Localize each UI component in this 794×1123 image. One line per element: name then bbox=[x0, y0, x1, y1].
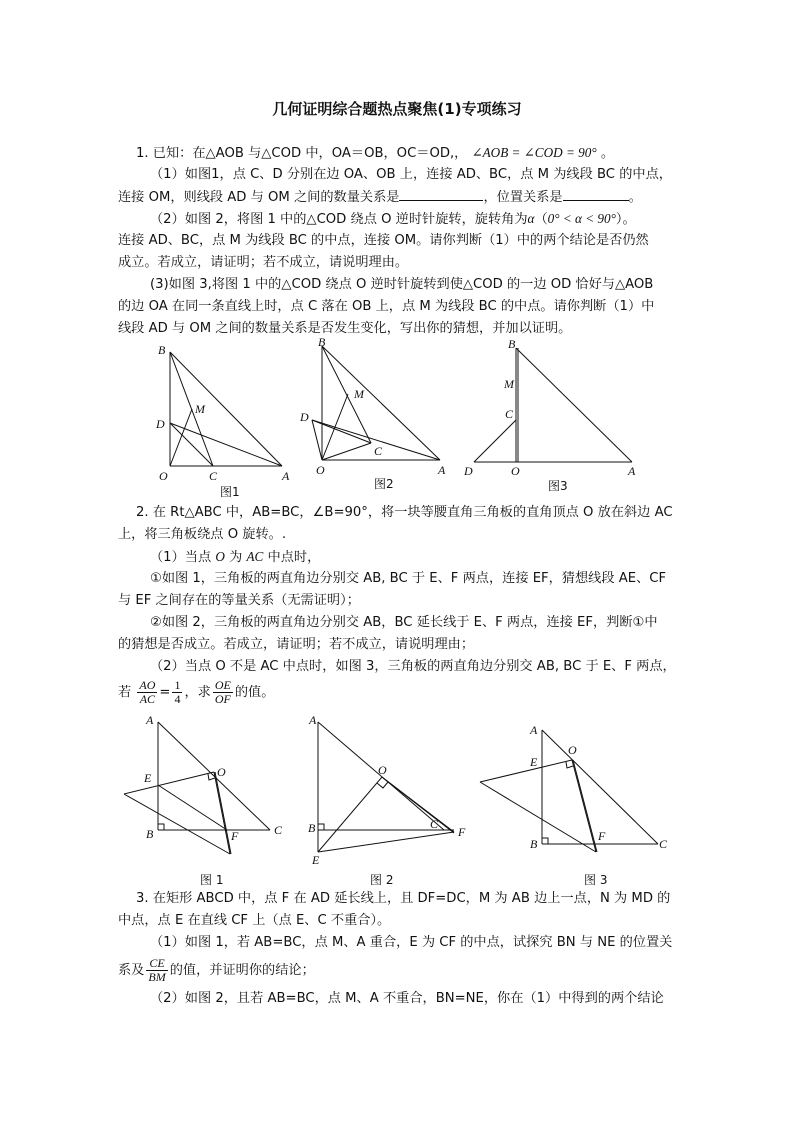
q2-line-6: ②如图 2，三角板的两直角边分别交 AB，BC 延长线于 E、F 两点，连接 EF，判断①中 bbox=[150, 615, 658, 630]
figure-caption: 图 3 bbox=[584, 873, 608, 887]
label-f: F bbox=[598, 829, 606, 843]
q3-line-1: 3. 在矩形 ABCD 中，点 F 在 AD 延长线上，且 DF=DC，M 为 AB 边上一点，N 为 MD 的 bbox=[136, 891, 671, 906]
segment-od bbox=[312, 420, 322, 460]
q1-line-5: 连接 AD、BC，点 M 为线段 BC 的中点，连接 OM。请你判断（1）中的两个结论是否仍然 bbox=[118, 233, 649, 248]
answer-blank-position[interactable] bbox=[563, 186, 629, 201]
q1-period: 。 bbox=[600, 146, 614, 161]
triangle-leg-long bbox=[480, 760, 572, 782]
label-b: B bbox=[318, 335, 326, 349]
label-o: O bbox=[159, 469, 168, 483]
q2-point-o: O bbox=[215, 549, 225, 564]
q2-line-2: 上，将三角板绕点 O 旋转。. bbox=[118, 527, 287, 542]
label-a: A bbox=[146, 713, 154, 727]
q2-line-5: 与 EF 之间存在的等量关系（无需证明）； bbox=[118, 593, 360, 608]
q3-prove: 的值，并证明你的结论； bbox=[169, 963, 315, 978]
triangle-leg-side bbox=[572, 760, 596, 852]
label-o: O bbox=[217, 765, 226, 779]
q1-alpha-range: 0° < α < 90° bbox=[547, 211, 616, 226]
segment-om bbox=[322, 394, 348, 460]
frac-denominator: 4 bbox=[174, 691, 181, 706]
q2-figure-3 bbox=[478, 716, 678, 888]
label-b: B bbox=[530, 837, 538, 851]
label-f: F bbox=[231, 829, 239, 843]
q1-line-7: (3)如图 3,将图 1 中的△COD 绕点 O 逆时针旋转到使△COD 的一边 OD 恰好与△AOB bbox=[150, 277, 654, 292]
segment-ab bbox=[516, 348, 632, 462]
q2-find: ，求 bbox=[184, 685, 211, 700]
segment-ac bbox=[542, 730, 658, 844]
triangle-hypotenuse bbox=[124, 794, 230, 854]
q1-alpha: α bbox=[527, 211, 535, 226]
label-e: E bbox=[530, 755, 538, 769]
frac-denominator: OF bbox=[214, 691, 231, 706]
segment-ad bbox=[170, 423, 282, 466]
label-c: C bbox=[274, 823, 283, 837]
label-a: A bbox=[530, 723, 538, 737]
segment-dc bbox=[474, 420, 516, 462]
label-c: C bbox=[659, 837, 668, 851]
segment-ab bbox=[322, 346, 440, 460]
q2-line-1: 2. 在 Rt△ABC 中，AB=BC，∠B=90°，将一块等腰直角三角板的直角顶点 O 放在斜边 AC bbox=[136, 505, 673, 520]
triangle-leg-oe bbox=[318, 777, 382, 852]
fraction-oe-of bbox=[213, 679, 233, 706]
label-b: B bbox=[158, 343, 166, 357]
q1-position-question: ，位置关系是 bbox=[483, 190, 563, 205]
label-d: D bbox=[464, 464, 473, 478]
q2-line-3 bbox=[150, 546, 678, 569]
label-m: M bbox=[354, 387, 364, 401]
right-angle-o bbox=[566, 762, 573, 768]
q2-line-7: 的猜想是否成立。若成立，请证明；若不成立，请说明理由； bbox=[118, 637, 475, 652]
label-b: B bbox=[308, 821, 316, 835]
q1-angle-formula: ∠AOB = ∠COD = 90° bbox=[471, 145, 597, 160]
q2-case1-mid: 为 bbox=[224, 550, 247, 565]
fraction-ao-ac bbox=[137, 679, 157, 706]
label-o: O bbox=[568, 743, 577, 757]
right-angle-o bbox=[208, 774, 215, 780]
q2-line-4: ①如图 1，三角板的两直角边分别交 AB, BC 于 E、F 两点，连接 EF，猜想线段 AE、CF bbox=[150, 571, 667, 586]
q2-value: 的值。 bbox=[234, 685, 275, 700]
label-o: O bbox=[316, 463, 325, 477]
q1-line-9: 线段 AD 与 OM 之间的数量关系是否发生变化，写出你的猜想，并加以证明。 bbox=[118, 321, 572, 336]
figure-caption: 图2 bbox=[374, 477, 394, 491]
label-c: C bbox=[209, 469, 218, 483]
figure-caption: 图 2 bbox=[370, 873, 394, 887]
q1-line-3 bbox=[118, 186, 678, 209]
q1-rotation-text: （2）如图 2，将图 1 中的△COD 绕点 O 逆时针旋转，旋转角为 bbox=[150, 212, 528, 227]
q2-if: 若 bbox=[118, 685, 132, 700]
label-e: E bbox=[312, 853, 320, 867]
q1-line3-end: 。 bbox=[628, 190, 642, 205]
triangle-edge-thick bbox=[573, 760, 597, 852]
q2-segment-ac: AC bbox=[246, 549, 264, 564]
q2-case1-end: 中点时， bbox=[263, 550, 321, 565]
right-angle-o bbox=[377, 782, 388, 788]
label-c: C bbox=[374, 444, 383, 458]
figure-caption: 图3 bbox=[548, 479, 568, 493]
q3-relation: 系及 bbox=[118, 963, 145, 978]
q1-figure-1 bbox=[150, 340, 300, 500]
q1-line-8: 的边 OA 在同一条直线上时，点 C 落在 OB 上，点 M 为线段 BC 的中点。请你判断（1）中 bbox=[118, 299, 655, 314]
right-angle-b bbox=[318, 824, 324, 830]
label-e: E bbox=[144, 771, 152, 785]
q1-paren-close: ）。 bbox=[615, 212, 636, 227]
segment-ef bbox=[318, 832, 454, 852]
q2-line-9 bbox=[118, 678, 678, 708]
page-title: 几何证明综合题热点聚焦(1)专项练习 bbox=[272, 100, 522, 118]
frac-denominator: BM bbox=[148, 969, 166, 984]
q2-case1-intro: （1）当点 bbox=[150, 550, 216, 565]
figure-caption: 图1 bbox=[220, 485, 240, 499]
label-d: D bbox=[156, 417, 165, 431]
fraction-one-quarter bbox=[172, 679, 182, 706]
label-b: B bbox=[146, 827, 154, 841]
triangle-edge-thick bbox=[383, 778, 454, 833]
segment-oc bbox=[322, 443, 371, 460]
fraction-ce-bm bbox=[146, 957, 167, 984]
segment-dc bbox=[312, 420, 371, 443]
frac-numerator: CE bbox=[146, 957, 167, 971]
frac-numerator: OE bbox=[214, 677, 231, 692]
q2-line-8: （2）当点 O 不是 AC 中点时，如图 3，三角板的两直角边分别交 AB, BC 于 E、F 两点， bbox=[150, 659, 676, 674]
right-angle-b bbox=[542, 838, 548, 844]
q1-line-1 bbox=[136, 142, 696, 165]
label-a: A bbox=[282, 469, 290, 483]
q1-given: 1. 已知：在△AOB 与△COD 中，OA＝OB，OC＝OD,， bbox=[136, 146, 468, 161]
figure-caption: 图 1 bbox=[200, 873, 224, 887]
q2-figure-1 bbox=[118, 712, 298, 888]
q2-figure-2 bbox=[298, 712, 478, 888]
q3-line-2: 中点，点 E 在直线 CF 上（点 E、C 不重合）。 bbox=[118, 913, 391, 928]
label-m: M bbox=[504, 377, 514, 391]
segment-ab bbox=[170, 352, 282, 466]
q1-figure-2 bbox=[298, 334, 458, 494]
label-a: A bbox=[628, 464, 636, 478]
segment-cd bbox=[170, 423, 213, 466]
q1-line-2: （1）如图1，点 C、D 分别在边 OA、OB 上，连接 AD、BC，点 M 为线段 BC 的中点， bbox=[150, 167, 672, 182]
q1-line-4 bbox=[150, 208, 678, 231]
triangle-leg-long bbox=[124, 772, 214, 794]
label-o: O bbox=[378, 763, 387, 777]
q1-line-6: 成立。若成立，请证明；若不成立，请说明理由。 bbox=[118, 255, 409, 270]
label-m: M bbox=[195, 402, 205, 416]
q1-paren-open: （ bbox=[534, 212, 548, 227]
q3-line-3: （1）如图 1，若 AB=BC，点 M、A 重合，E 为 CF 的中点，试探究 BN 与 NE 的位置关 bbox=[150, 935, 673, 950]
q3-line-5: （2）如图 2，且若 AB=BC，点 M、A 不重合，BN=NE，你在（1）中得到的两个结论 bbox=[150, 991, 664, 1006]
segment-om bbox=[170, 409, 192, 466]
label-a: A bbox=[309, 713, 317, 727]
label-a: A bbox=[438, 463, 446, 477]
label-c: C bbox=[430, 817, 439, 831]
segment-ac bbox=[158, 722, 270, 830]
equals-sign: = bbox=[159, 685, 171, 700]
label-d: D bbox=[300, 410, 309, 424]
triangle-hypotenuse bbox=[480, 782, 596, 852]
q1-figure-3 bbox=[460, 334, 650, 494]
frac-numerator: 1 bbox=[174, 677, 181, 692]
label-f: F bbox=[458, 825, 466, 839]
label-o: O bbox=[511, 464, 520, 478]
label-b: B bbox=[508, 337, 516, 351]
frac-numerator: AO bbox=[139, 677, 156, 692]
segment-ef bbox=[158, 785, 227, 830]
q3-line-4 bbox=[118, 956, 678, 986]
right-angle-b bbox=[158, 824, 164, 830]
label-c: C bbox=[505, 407, 514, 421]
answer-blank-quantity[interactable] bbox=[399, 186, 483, 201]
frac-denominator: AC bbox=[139, 691, 156, 706]
q1-quantity-question: 连接 OM，则线段 AD 与 OM 之间的数量关系是 bbox=[118, 190, 400, 205]
